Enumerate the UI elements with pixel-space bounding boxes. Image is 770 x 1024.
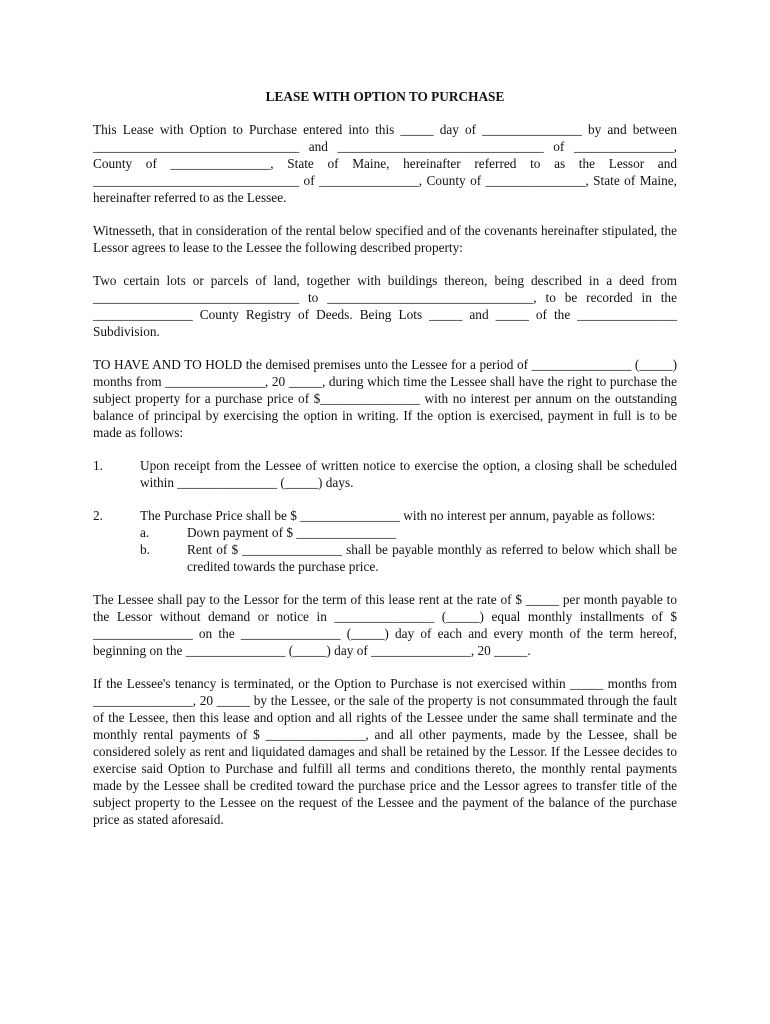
property-paragraph: Two certain lots or parcels of land, together with buildings thereon, being described in a deed from _______________________________ to _______________________________, to be recorded in the _______________ County Registry of Deeds. Being Lots _____ and _____ of the _______________ Subdivision. [93, 273, 677, 339]
sub-list-letter: b. [140, 542, 150, 557]
sub-list-letter: a. [140, 525, 150, 540]
sub-list-text: Rent of $ _______________ shall be payable monthly as referred to below which shall be credited towards the purchase price. [187, 542, 677, 574]
list-text: Upon receipt from the Lessee of written notice to exercise the option, a closing shall be scheduled within _______________ (_____) days. [140, 458, 677, 490]
document-title: LEASE WITH OPTION TO PURCHASE [265, 89, 505, 104]
list-item [93, 457, 677, 491]
witnesseth-paragraph: Witnesseth, that in consideration of the rental below specified and of the covenants hereinafter stipulated, the Lessor agrees to lease to the Lessee the following described property: [93, 223, 677, 255]
parties-paragraph: This Lease with Option to Purchase entered into this _____ day of _______________ by and between _______________________________ and _______________________________ of _______________, County of _______________, State of Maine, hereinafter referred to as the Lessor and _______________________________ of _______________, County of _______________, State of Maine, hereinafter referred to as the Lessee. [93, 122, 677, 205]
rent-paragraph: The Lessee shall pay to the Lessor for the term of this lease rent at the rate of $ _____ per month payable to the Lessor without demand or notice in _______________ (_____) equal monthly installments of $ _______________ on the _______________ (_____) day of each and every month of the term hereof, beginning on the _______________ (_____) day of _______________, 20 _____. [93, 592, 677, 658]
sub-list-text: Down payment of $ _______________ [187, 525, 397, 540]
list-number: 1. [93, 458, 103, 473]
list-number: 2. [93, 508, 103, 523]
sub-list-text-wrapper [140, 541, 677, 575]
list-item [93, 507, 677, 575]
term-paragraph: TO HAVE AND TO HOLD the demised premises unto the Lessee for a period of _______________ (_____) months from _______________, 20 _____, during which time the Lessee shall have the right to purchase the subject property for a purchase price of $_______________ with no interest per annum on the outstanding balance of principal by exercising the option in writing. If the option is exercised, payment in full is to be made as follows: [93, 357, 677, 440]
termination-paragraph: If the Lessee's tenancy is terminated, or the Option to Purchase is not exercised within _____ months from _______________, 20 _____ by the Lessee, or the sale of the property is not consummated through the fault of the Lessee, then this lease and option and all rights of the Lessee under the same shall terminate and the monthly rental payments of $ _______________, and all other payments, made by the Lessee, shall be considered solely as rent and liquidated damages and shall be retained by the Lessor. If the Lessee decides to exercise said Option to Purchase and fulfill all terms and conditions thereto, the monthly rental payments made by the Lessee shall be credited toward the purchase price and the Lessor agrees to transfer title of the subject property to the Lessee on the request of the Lessee and the payment of the balance of the purchase price as stated aforesaid. [93, 676, 677, 827]
sub-list-item [140, 524, 677, 541]
document-page [93, 88, 677, 844]
sub-list-item [140, 541, 677, 575]
list-text: The Purchase Price shall be $ _______________ with no interest per annum, payable as follows: [140, 508, 656, 523]
